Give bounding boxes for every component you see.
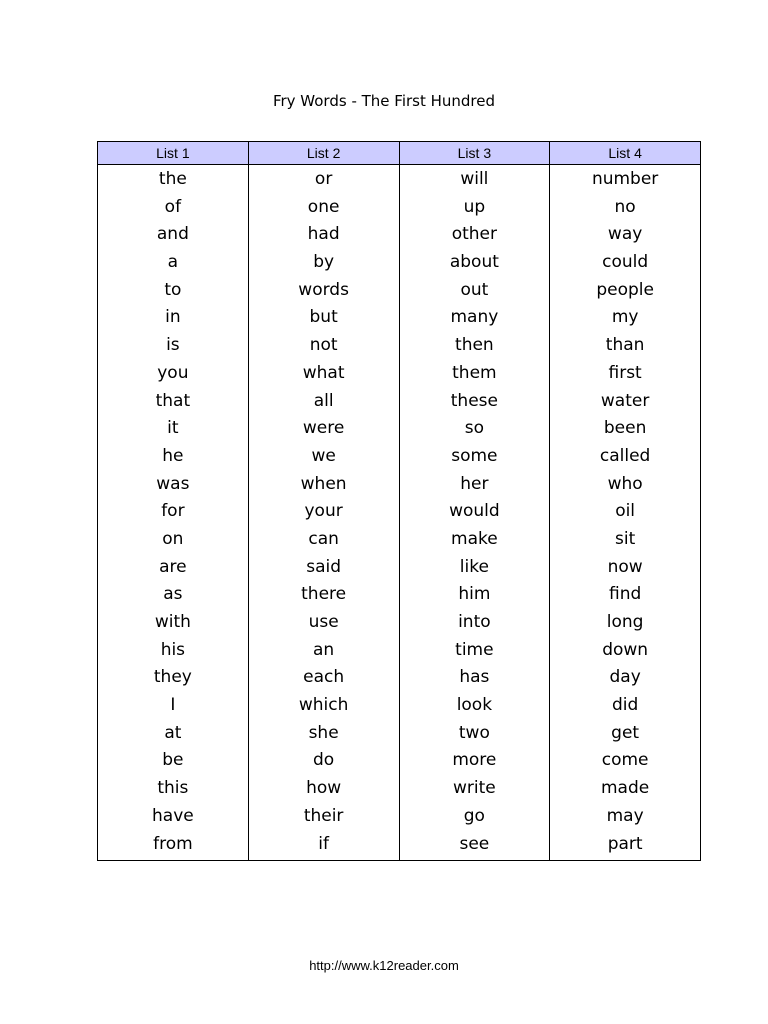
word-cell: so xyxy=(464,418,484,439)
word-cell: into xyxy=(458,612,491,632)
word-cell: how xyxy=(306,778,342,799)
word-cell: your xyxy=(304,501,343,522)
word-cell: did xyxy=(611,695,639,716)
word-cell: way xyxy=(607,224,643,245)
word-cell: down xyxy=(602,639,649,660)
word-cell: when xyxy=(300,473,347,494)
word-cell: I xyxy=(170,695,176,716)
word-cell: do xyxy=(313,750,335,771)
word-list-3 xyxy=(400,165,550,860)
word-cell: by xyxy=(313,252,335,273)
word-cell: my xyxy=(611,307,639,328)
word-cell: had xyxy=(307,224,340,245)
word-cell: an xyxy=(313,639,335,660)
word-cell: long xyxy=(606,612,644,632)
word-cell: with xyxy=(154,612,191,632)
word-column-list-3 xyxy=(399,165,550,861)
word-cell: many xyxy=(450,307,499,328)
fry-words-table xyxy=(97,141,701,861)
word-cell: would xyxy=(449,501,500,522)
column-header-list-3: List 3 xyxy=(399,142,550,165)
word-cell: there xyxy=(301,584,347,605)
word-cell: day xyxy=(609,667,641,688)
word-cell: they xyxy=(153,667,192,688)
word-cell: been xyxy=(603,418,647,439)
word-cell: as xyxy=(163,584,183,605)
word-cell: words xyxy=(298,279,349,300)
word-cell: was xyxy=(156,473,190,494)
word-list-2 xyxy=(249,165,399,860)
word-cell: write xyxy=(453,778,496,799)
word-cell: will xyxy=(460,169,489,189)
word-cell: which xyxy=(298,695,349,716)
word-cell: one xyxy=(307,196,340,217)
table-body-row xyxy=(98,165,701,861)
word-cell: now xyxy=(607,556,643,577)
column-header-list-4: List 4 xyxy=(550,142,701,165)
word-cell: are xyxy=(159,556,187,577)
word-cell: in xyxy=(165,307,181,328)
word-cell: see xyxy=(459,833,490,854)
word-cell: more xyxy=(452,750,497,771)
word-cell: look xyxy=(456,695,493,716)
word-cell: he xyxy=(162,445,184,466)
word-column-list-4 xyxy=(550,165,701,861)
word-list-1 xyxy=(98,165,248,860)
word-cell: come xyxy=(601,750,649,771)
word-cell: use xyxy=(308,612,339,632)
word-cell: she xyxy=(308,722,339,743)
word-cell: his xyxy=(160,639,186,660)
word-cell: all xyxy=(313,390,334,411)
word-cell: water xyxy=(600,390,650,411)
word-cell: two xyxy=(458,722,490,743)
word-cell: these xyxy=(450,390,498,411)
word-cell: you xyxy=(157,362,189,383)
word-cell: this xyxy=(157,778,189,799)
word-cell: find xyxy=(608,584,642,605)
word-cell: oil xyxy=(615,501,636,522)
word-column-list-1 xyxy=(98,165,249,861)
word-cell: number xyxy=(591,169,659,189)
table-header-row xyxy=(98,142,701,165)
word-cell: on xyxy=(162,528,184,549)
word-cell: may xyxy=(606,805,644,826)
word-cell: and xyxy=(156,224,189,245)
word-cell: than xyxy=(605,335,645,356)
word-cell: people xyxy=(596,279,654,300)
word-cell: made xyxy=(601,778,650,799)
column-header-list-1: List 1 xyxy=(98,142,249,165)
word-list-4 xyxy=(550,165,700,860)
word-cell: some xyxy=(451,445,498,466)
word-cell: to xyxy=(164,279,182,300)
page-title: Fry Words - The First Hundred xyxy=(272,92,496,110)
word-cell: first xyxy=(608,362,642,383)
column-header-list-2: List 2 xyxy=(248,142,399,165)
word-cell: we xyxy=(311,445,336,466)
word-cell: be xyxy=(162,750,184,771)
word-cell: a xyxy=(167,252,179,273)
word-cell: their xyxy=(303,805,344,826)
word-cell: have xyxy=(152,805,194,826)
word-cell: up xyxy=(463,196,486,217)
word-cell: no xyxy=(614,196,636,217)
word-cell: part xyxy=(607,833,643,854)
word-cell: is xyxy=(166,335,180,356)
word-cell: could xyxy=(602,252,649,273)
word-cell: make xyxy=(451,528,498,549)
word-cell: has xyxy=(459,667,490,688)
word-cell: go xyxy=(463,805,485,826)
word-cell: them xyxy=(452,362,497,383)
word-cell: who xyxy=(607,473,643,494)
word-cell: out xyxy=(460,279,489,300)
word-cell: if xyxy=(318,833,329,854)
word-cell: like xyxy=(459,556,489,577)
word-column-list-2 xyxy=(248,165,399,861)
word-cell: him xyxy=(458,584,491,605)
word-cell: said xyxy=(306,556,342,577)
word-cell: or xyxy=(314,169,333,189)
word-cell: not xyxy=(309,335,338,356)
word-cell: for xyxy=(161,501,185,522)
word-cell: it xyxy=(167,418,179,439)
word-cell: sit xyxy=(615,528,636,549)
word-cell: what xyxy=(302,362,345,383)
word-cell: but xyxy=(309,307,338,328)
word-cell: about xyxy=(449,252,499,273)
word-cell: each xyxy=(303,667,345,688)
word-cell: from xyxy=(153,833,193,854)
word-cell: the xyxy=(158,169,187,189)
word-cell: were xyxy=(302,418,345,439)
word-cell: then xyxy=(455,335,494,356)
word-cell: called xyxy=(599,445,651,466)
word-cell: at xyxy=(164,722,182,743)
footer-url: http://www.k12reader.com xyxy=(309,958,459,973)
word-cell: time xyxy=(455,639,494,660)
word-cell: other xyxy=(451,224,498,245)
word-cell: of xyxy=(164,196,182,217)
word-cell: get xyxy=(611,722,640,743)
word-cell: her xyxy=(460,473,489,494)
word-cell: can xyxy=(308,528,339,549)
word-cell: that xyxy=(155,390,191,411)
